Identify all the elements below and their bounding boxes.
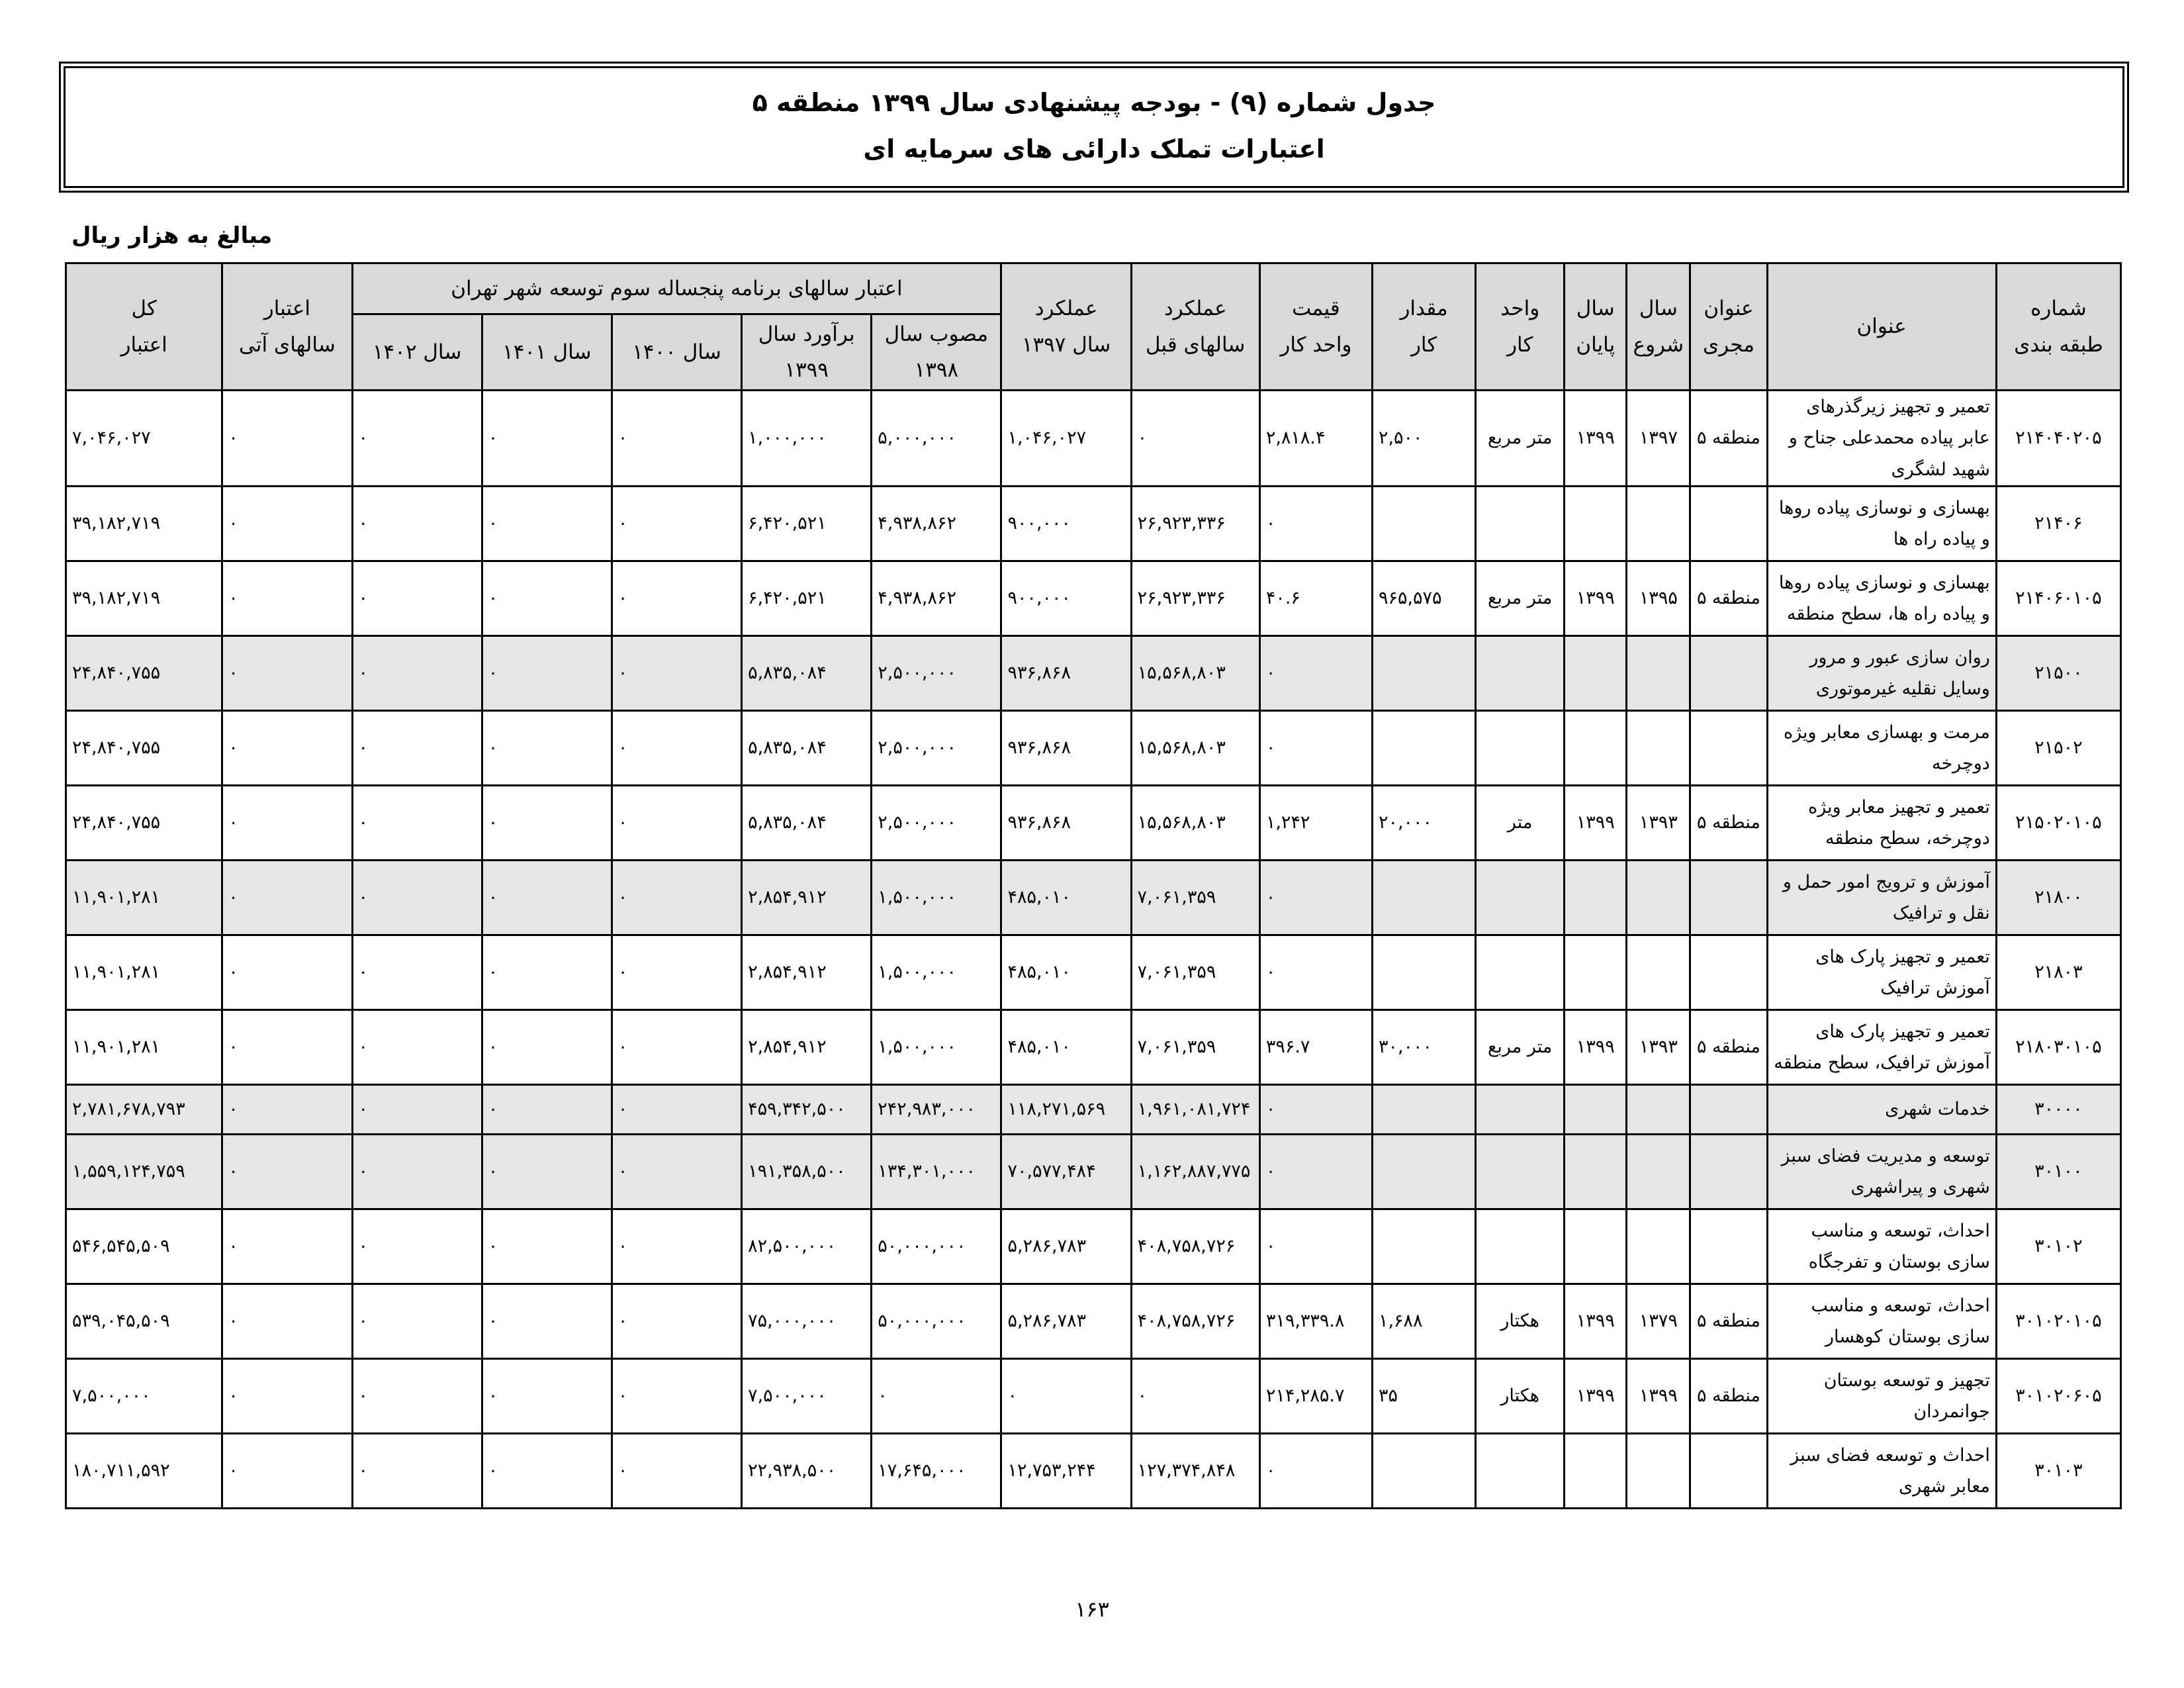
cell-executor: منطقه ۵ [1690,785,1767,860]
page-number: ۱۶۳ [1075,1597,1109,1622]
header-code: شماره طبقه بندی [1996,263,2120,391]
cell-end [1565,935,1627,1009]
cell-title: تعمیر و تجهیز پارک های آموزش ترافیک، سطح منطقه [1767,1009,1996,1084]
cell-y1400: ۰ [612,486,741,561]
cell-total: ۷,۰۴۶,۰۲۷ [66,391,222,487]
cell-future: ۰ [222,710,352,785]
cell-code: ۲۱۵۰۲ [1996,710,2120,785]
cell-end [1565,710,1627,785]
cell-unit: متر مربع [1476,561,1565,635]
cell-y1400: ۰ [612,1284,741,1358]
cell-executor: منطقه ۵ [1690,561,1767,635]
unit-note: مبالغ به هزار ریال [71,222,273,249]
cell-unit [1476,1134,1565,1209]
cell-end: ۱۳۹۹ [1565,391,1627,487]
cell-prev: ۰ [1131,1358,1259,1433]
cell-executor: منطقه ۵ [1690,1358,1767,1433]
cell-approved98: ۱,۵۰۰,۰۰۰ [872,860,1001,935]
header-quantity: مقدار کار [1372,263,1475,391]
cell-start [1627,635,1690,710]
cell-start: ۱۳۹۷ [1627,391,1690,487]
cell-prev: ۲۶,۹۲۳,۳۳۶ [1131,561,1259,635]
cell-perf97: ۴۸۵,۰۱۰ [1001,1009,1131,1084]
cell-code: ۲۱۸۰۳۰۱۰۵ [1996,1009,2120,1084]
cell-code: ۲۱۸۰۰ [1996,860,2120,935]
cell-y1400: ۰ [612,1134,741,1209]
cell-qty [1372,1134,1475,1209]
title-box [64,66,2124,188]
cell-code: ۲۱۴۰۴۰۲۰۵ [1996,391,2120,487]
cell-end: ۱۳۹۹ [1565,1284,1627,1358]
cell-qty [1372,635,1475,710]
cell-qty: ۳۰,۰۰۰ [1372,1009,1475,1084]
cell-y1402: ۰ [352,635,482,710]
cell-future: ۰ [222,860,352,935]
cell-start [1627,1433,1690,1508]
cell-total: ۳۹,۱۸۲,۷۱۹ [66,561,222,635]
cell-price: ۱,۲۴۲ [1259,785,1372,860]
table-row [66,785,2121,860]
cell-total: ۱,۵۵۹,۱۲۴,۷۵۹ [66,1134,222,1209]
cell-qty: ۹۶۵,۵۷۵ [1372,561,1475,635]
cell-qty: ۲,۵۰۰ [1372,391,1475,487]
cell-estimate99: ۱۹۱,۳۵۸,۵۰۰ [742,1134,872,1209]
cell-y1401: ۰ [482,486,612,561]
cell-y1401: ۰ [482,1009,612,1084]
cell-prev: ۷,۰۶۱,۳۵۹ [1131,860,1259,935]
cell-approved98: ۱,۵۰۰,۰۰۰ [872,935,1001,1009]
cell-y1401: ۰ [482,1358,612,1433]
cell-title: بهسازی و نوسازی پیاده روها و پیاده راه ها، سطح منطقه [1767,561,1996,635]
table-row [66,1358,2121,1433]
cell-code: ۳۰۱۰۲۰۶۰۵ [1996,1358,2120,1433]
cell-estimate99: ۷,۵۰۰,۰۰۰ [742,1358,872,1433]
cell-start: ۱۳۹۹ [1627,1358,1690,1433]
cell-approved98: ۴,۹۳۸,۸۶۲ [872,486,1001,561]
cell-future: ۰ [222,1358,352,1433]
cell-executor [1690,1433,1767,1508]
cell-start [1627,860,1690,935]
cell-future: ۰ [222,1009,352,1084]
cell-executor [1690,486,1767,561]
cell-unit [1476,1433,1565,1508]
table-row [66,1209,2121,1284]
cell-estimate99: ۵,۸۳۵,۰۸۴ [742,635,872,710]
cell-code: ۲۱۵۰۰ [1996,635,2120,710]
cell-end [1565,1433,1627,1508]
table-row [66,561,2121,635]
cell-title: خدمات شهری [1767,1084,1996,1134]
header-year-1401: سال ۱۴۰۱ [482,314,612,391]
header-plan-group: اعتبار سالهای برنامه پنجساله سوم توسعه شهر تهران [352,263,1001,314]
table-row [66,391,2121,487]
cell-perf97: ۹۳۶,۸۶۸ [1001,635,1131,710]
header-year-1400: سال ۱۴۰۰ [612,314,741,391]
cell-approved98: ۵۰,۰۰۰,۰۰۰ [872,1284,1001,1358]
cell-perf97: ۱۲,۷۵۳,۲۴۴ [1001,1433,1131,1508]
cell-y1401: ۰ [482,1134,612,1209]
cell-y1402: ۰ [352,561,482,635]
cell-title: تجهیز و توسعه بوستان جوانمردان [1767,1358,1996,1433]
cell-approved98: ۰ [872,1358,1001,1433]
cell-y1400: ۰ [612,561,741,635]
cell-end: ۱۳۹۹ [1565,785,1627,860]
cell-y1401: ۰ [482,785,612,860]
cell-y1400: ۰ [612,1209,741,1284]
cell-y1400: ۰ [612,860,741,935]
cell-prev: ۴۰۸,۷۵۸,۷۲۶ [1131,1284,1259,1358]
table-row [66,1134,2121,1209]
cell-executor [1690,1209,1767,1284]
cell-unit: متر مربع [1476,391,1565,487]
cell-approved98: ۱۳۴,۳۰۱,۰۰۰ [872,1134,1001,1209]
cell-prev: ۱۵,۵۶۸,۸۰۳ [1131,710,1259,785]
cell-title: احداث و توسعه فضای سبز معابر شهری [1767,1433,1996,1508]
table-row [66,1284,2121,1358]
cell-start: ۱۳۷۹ [1627,1284,1690,1358]
cell-y1400: ۰ [612,710,741,785]
cell-y1401: ۰ [482,710,612,785]
cell-future: ۰ [222,391,352,487]
cell-price: ۰ [1259,1134,1372,1209]
cell-future: ۰ [222,561,352,635]
cell-y1402: ۰ [352,860,482,935]
cell-total: ۱۱,۹۰۱,۲۸۱ [66,1009,222,1084]
cell-estimate99: ۱,۰۰۰,۰۰۰ [742,391,872,487]
header-executor: عنوان مجری [1690,263,1767,391]
cell-end: ۱۳۹۹ [1565,561,1627,635]
cell-y1400: ۰ [612,1084,741,1134]
cell-price: ۰ [1259,860,1372,935]
cell-prev: ۲۶,۹۲۳,۳۳۶ [1131,486,1259,561]
cell-code: ۳۰۱۰۳ [1996,1433,2120,1508]
cell-total: ۵۴۶,۵۴۵,۵۰۹ [66,1209,222,1284]
cell-total: ۱۱,۹۰۱,۲۸۱ [66,860,222,935]
cell-y1400: ۰ [612,391,741,487]
cell-estimate99: ۶,۴۲۰,۵۲۱ [742,486,872,561]
cell-start [1627,1134,1690,1209]
header-unit: واحد کار [1476,263,1565,391]
cell-executor: منطقه ۵ [1690,1009,1767,1084]
cell-approved98: ۵,۰۰۰,۰۰۰ [872,391,1001,487]
table-row [66,935,2121,1009]
cell-estimate99: ۲,۸۵۴,۹۱۲ [742,1009,872,1084]
cell-approved98: ۲,۵۰۰,۰۰۰ [872,710,1001,785]
cell-qty: ۱,۶۸۸ [1372,1284,1475,1358]
cell-perf97: ۹۳۶,۸۶۸ [1001,785,1131,860]
cell-prev: ۷,۰۶۱,۳۵۹ [1131,935,1259,1009]
cell-estimate99: ۲,۸۵۴,۹۱۲ [742,860,872,935]
cell-start: ۱۳۹۳ [1627,1009,1690,1084]
cell-start: ۱۳۹۳ [1627,785,1690,860]
cell-qty: ۳۵ [1372,1358,1475,1433]
cell-price: ۴۰.۶ [1259,561,1372,635]
cell-qty [1372,935,1475,1009]
header-future: اعتبار سالهای آتی [222,263,352,391]
header-end-year: سال پایان [1565,263,1627,391]
cell-end [1565,1209,1627,1284]
cell-total: ۱۸۰,۷۱۱,۵۹۲ [66,1433,222,1508]
cell-unit: هکتار [1476,1284,1565,1358]
table-row [66,1084,2121,1134]
cell-code: ۲۱۸۰۳ [1996,935,2120,1009]
cell-title: آموزش و ترویج امور حمل و نقل و ترافیک [1767,860,1996,935]
table-row [66,1433,2121,1508]
cell-y1400: ۰ [612,1009,741,1084]
cell-qty [1372,710,1475,785]
cell-end [1565,860,1627,935]
cell-unit [1476,635,1565,710]
cell-future: ۰ [222,1284,352,1358]
cell-prev: ۰ [1131,391,1259,487]
cell-total: ۲۴,۸۴۰,۷۵۵ [66,785,222,860]
cell-executor [1690,710,1767,785]
header-year-1402: سال ۱۴۰۲ [352,314,482,391]
cell-total: ۷,۵۰۰,۰۰۰ [66,1358,222,1433]
cell-code: ۲۱۴۰۶۰۱۰۵ [1996,561,2120,635]
cell-y1401: ۰ [482,1433,612,1508]
header-unit-price: قیمت واحد کار [1259,263,1372,391]
cell-y1401: ۰ [482,1084,612,1134]
cell-y1401: ۰ [482,860,612,935]
cell-start: ۱۳۹۵ [1627,561,1690,635]
cell-executor: منطقه ۵ [1690,1284,1767,1358]
cell-price: ۰ [1259,935,1372,1009]
cell-prev: ۱۵,۵۶۸,۸۰۳ [1131,785,1259,860]
cell-qty [1372,1209,1475,1284]
cell-prev: ۴۰۸,۷۵۸,۷۲۶ [1131,1209,1259,1284]
cell-unit [1476,935,1565,1009]
budget-table [65,262,2122,1509]
cell-total: ۲۴,۸۴۰,۷۵۵ [66,635,222,710]
cell-executor [1690,860,1767,935]
cell-estimate99: ۲۲,۹۳۸,۵۰۰ [742,1433,872,1508]
cell-y1401: ۰ [482,561,612,635]
cell-prev: ۱,۹۶۱,۰۸۱,۷۲۴ [1131,1084,1259,1134]
cell-title: بهسازی و نوسازی پیاده روها و پیاده راه ها [1767,486,1996,561]
cell-y1400: ۰ [612,785,741,860]
table-row [66,1009,2121,1084]
cell-y1401: ۰ [482,635,612,710]
cell-price: ۰ [1259,1209,1372,1284]
cell-future: ۰ [222,785,352,860]
cell-unit [1476,1209,1565,1284]
cell-end [1565,1134,1627,1209]
cell-qty: ۲۰,۰۰۰ [1372,785,1475,860]
cell-title: تعمیر و تجهیز پارک های آموزش ترافیک [1767,935,1996,1009]
cell-start [1627,486,1690,561]
cell-title: تعمیر و تجهیز معابر ویژه دوچرخه، سطح منطقه [1767,785,1996,860]
cell-title: احداث، توسعه و مناسب سازی بوستان و تفرجگاه [1767,1209,1996,1284]
cell-estimate99: ۶,۴۲۰,۵۲۱ [742,561,872,635]
table-row [66,860,2121,935]
cell-future: ۰ [222,1209,352,1284]
table-row [66,710,2121,785]
cell-y1401: ۰ [482,1209,612,1284]
cell-start [1627,935,1690,1009]
cell-title: مرمت و بهسازی معابر ویژه دوچرخه [1767,710,1996,785]
cell-perf97: ۰ [1001,1358,1131,1433]
cell-price: ۰ [1259,486,1372,561]
cell-code: ۳۰۱۰۲ [1996,1209,2120,1284]
cell-perf97: ۵,۲۸۶,۷۸۳ [1001,1284,1131,1358]
cell-y1401: ۰ [482,1284,612,1358]
cell-perf97: ۹۰۰,۰۰۰ [1001,561,1131,635]
cell-code: ۳۰۱۰۰ [1996,1134,2120,1209]
cell-perf97: ۱,۰۴۶,۰۲۷ [1001,391,1131,487]
cell-total: ۵۳۹,۰۴۵,۵۰۹ [66,1284,222,1358]
cell-perf97: ۷۰,۵۷۷,۴۸۴ [1001,1134,1131,1209]
cell-y1400: ۰ [612,1433,741,1508]
cell-y1402: ۰ [352,935,482,1009]
cell-qty [1372,1084,1475,1134]
cell-code: ۳۰۰۰۰ [1996,1084,2120,1134]
cell-code: ۲۱۵۰۲۰۱۰۵ [1996,785,2120,860]
cell-total: ۲۴,۸۴۰,۷۵۵ [66,710,222,785]
cell-perf97: ۹۰۰,۰۰۰ [1001,486,1131,561]
cell-y1402: ۰ [352,1084,482,1134]
cell-y1402: ۰ [352,1134,482,1209]
cell-price: ۰ [1259,710,1372,785]
header-prev-performance: عملکرد سالهای قبل [1131,263,1259,391]
cell-approved98: ۲,۵۰۰,۰۰۰ [872,785,1001,860]
cell-unit [1476,710,1565,785]
cell-start [1627,1209,1690,1284]
cell-estimate99: ۷۵,۰۰۰,۰۰۰ [742,1284,872,1358]
cell-title: توسعه و مدیریت فضای سبز شهری و پیراشهری [1767,1134,1996,1209]
cell-approved98: ۲۴۲,۹۸۳,۰۰۰ [872,1084,1001,1134]
cell-y1400: ۰ [612,635,741,710]
cell-end [1565,1084,1627,1134]
cell-qty [1372,486,1475,561]
cell-price: ۳۱۹,۳۳۹.۸ [1259,1284,1372,1358]
cell-unit: هکتار [1476,1358,1565,1433]
cell-executor [1690,635,1767,710]
table-row [66,486,2121,561]
cell-executor: منطقه ۵ [1690,391,1767,487]
cell-perf97: ۹۳۶,۸۶۸ [1001,710,1131,785]
header-estimate-1399: برآورد سال ۱۳۹۹ [742,314,872,391]
cell-y1402: ۰ [352,785,482,860]
cell-approved98: ۱,۵۰۰,۰۰۰ [872,1009,1001,1084]
cell-y1402: ۰ [352,486,482,561]
cell-total: ۱۱,۹۰۱,۲۸۱ [66,935,222,1009]
cell-price: ۲,۸۱۸.۴ [1259,391,1372,487]
cell-title: تعمیر و تجهیز زیرگذرهای عابر پیاده محمدعلی جناح و شهید لشگری [1767,391,1996,487]
cell-title: احداث، توسعه و مناسب سازی بوستان کوهسار [1767,1284,1996,1358]
cell-perf97: ۴۸۵,۰۱۰ [1001,935,1131,1009]
cell-prev: ۱,۱۶۲,۸۸۷,۷۷۵ [1131,1134,1259,1209]
cell-unit: متر مربع [1476,1009,1565,1084]
cell-unit: متر [1476,785,1565,860]
page-title: جدول شماره (۹) - بودجه پیشنهادی سال ۱۳۹۹ منطقه ۵ [752,88,1436,117]
header-approved-1398: مصوب سال ۱۳۹۸ [872,314,1001,391]
cell-end: ۱۳۹۹ [1565,1009,1627,1084]
page-subtitle: اعتبارات تملک دارائی های سرمایه ای [863,134,1325,164]
cell-start [1627,710,1690,785]
cell-perf97: ۵,۲۸۶,۷۸۳ [1001,1209,1131,1284]
cell-total: ۳۹,۱۸۲,۷۱۹ [66,486,222,561]
cell-price: ۳۹۶.۷ [1259,1009,1372,1084]
cell-perf97: ۴۸۵,۰۱۰ [1001,860,1131,935]
cell-unit [1476,860,1565,935]
cell-price: ۰ [1259,1433,1372,1508]
cell-code: ۲۱۴۰۶ [1996,486,2120,561]
header-title: عنوان [1767,263,1996,391]
cell-future: ۰ [222,1134,352,1209]
cell-future: ۰ [222,935,352,1009]
header-start-year: سال شروع [1627,263,1690,391]
cell-y1402: ۰ [352,710,482,785]
cell-y1400: ۰ [612,1358,741,1433]
cell-future: ۰ [222,635,352,710]
cell-price: ۰ [1259,635,1372,710]
cell-start [1627,1084,1690,1134]
cell-y1401: ۰ [482,935,612,1009]
cell-estimate99: ۵,۸۳۵,۰۸۴ [742,785,872,860]
cell-qty [1372,860,1475,935]
cell-prev: ۱۲۷,۳۷۴,۸۴۸ [1131,1433,1259,1508]
cell-price: ۲۱۴,۲۸۵.۷ [1259,1358,1372,1433]
header-performance-1397: عملکرد سال ۱۳۹۷ [1001,263,1131,391]
cell-price: ۰ [1259,1084,1372,1134]
table-row [66,635,2121,710]
cell-executor [1690,935,1767,1009]
cell-future: ۰ [222,1433,352,1508]
cell-approved98: ۱۷,۶۴۵,۰۰۰ [872,1433,1001,1508]
cell-approved98: ۴,۹۳۸,۸۶۲ [872,561,1001,635]
cell-title: روان سازی عبور و مرور وسایل نقلیه غیرموتوری [1767,635,1996,710]
cell-executor [1690,1134,1767,1209]
cell-unit [1476,486,1565,561]
cell-approved98: ۵۰,۰۰۰,۰۰۰ [872,1209,1001,1284]
cell-future: ۰ [222,1084,352,1134]
cell-estimate99: ۵,۸۳۵,۰۸۴ [742,710,872,785]
cell-estimate99: ۴۵۹,۳۴۲,۵۰۰ [742,1084,872,1134]
cell-end [1565,486,1627,561]
cell-perf97: ۱۱۸,۲۷۱,۵۶۹ [1001,1084,1131,1134]
cell-total: ۲,۷۸۱,۶۷۸,۷۹۳ [66,1084,222,1134]
cell-y1402: ۰ [352,1284,482,1358]
cell-y1402: ۰ [352,1009,482,1084]
cell-y1400: ۰ [612,935,741,1009]
cell-end [1565,635,1627,710]
cell-y1402: ۰ [352,391,482,487]
cell-qty [1372,1433,1475,1508]
cell-y1402: ۰ [352,1433,482,1508]
cell-estimate99: ۸۲,۵۰۰,۰۰۰ [742,1209,872,1284]
cell-end: ۱۳۹۹ [1565,1358,1627,1433]
cell-y1402: ۰ [352,1209,482,1284]
cell-prev: ۷,۰۶۱,۳۵۹ [1131,1009,1259,1084]
cell-executor [1690,1084,1767,1134]
cell-approved98: ۲,۵۰۰,۰۰۰ [872,635,1001,710]
cell-code: ۳۰۱۰۲۰۱۰۵ [1996,1284,2120,1358]
header-total: کل اعتبار [66,263,222,391]
cell-unit [1476,1084,1565,1134]
cell-y1402: ۰ [352,1358,482,1433]
cell-future: ۰ [222,486,352,561]
cell-prev: ۱۵,۵۶۸,۸۰۳ [1131,635,1259,710]
cell-y1401: ۰ [482,391,612,487]
cell-estimate99: ۲,۸۵۴,۹۱۲ [742,935,872,1009]
